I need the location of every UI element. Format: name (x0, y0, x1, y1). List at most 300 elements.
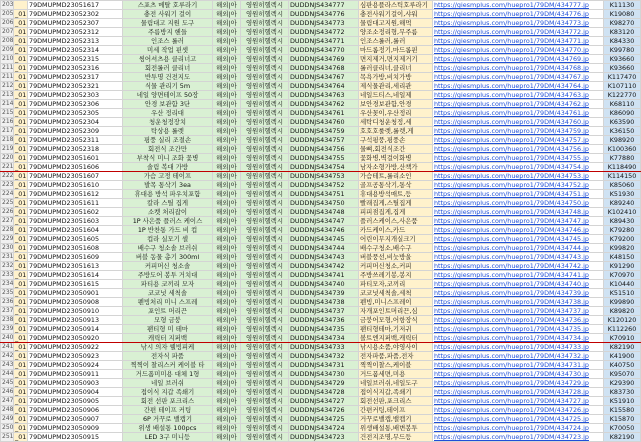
image-url-link[interactable]: https://giesmplus.com/huepro1/79DM/434754.jp (433, 163, 604, 172)
product-name-cell[interactable]: 위생 배설통 100pcs (123, 424, 213, 433)
seller-cell[interactable]: 영원히헬렉시 (241, 253, 289, 262)
prefix-cell[interactable]: _01 (15, 10, 27, 18)
product-code-cell[interactable]: 79DMUPMD23050915 (28, 433, 123, 442)
row-number[interactable]: 241 (2, 343, 14, 350)
table-row[interactable] (1, 343, 641, 352)
table-row[interactable] (1, 46, 641, 55)
prefix-cell[interactable]: _01 (15, 37, 27, 45)
product-name-cell[interactable]: 버블 동물 총기 300ml (123, 253, 213, 262)
keyword-cell[interactable]: 어린이무지개실크기 (359, 235, 433, 244)
price-cell[interactable]: K83730 (604, 388, 641, 397)
row-number[interactable]: 222 (2, 172, 14, 179)
seller-cell[interactable]: 영원히헬렉시 (241, 118, 289, 127)
prefix-cell[interactable]: _01 (15, 280, 27, 288)
image-url-link[interactable]: https://giesmplus.com/huepro1/79DM/434734.jp (433, 334, 604, 343)
price-cell[interactable]: K117470 (604, 73, 641, 82)
image-url-link[interactable]: https://giesmplus.com/huepro1/79DM/434740.jp (433, 280, 604, 289)
seller-cell[interactable]: 영원히헬렉시 (241, 424, 289, 433)
product-code-cell[interactable]: 79DMUPMD23050914 (28, 325, 123, 334)
product-code-cell[interactable]: 79DMUPMD23052307 (28, 19, 123, 28)
product-name-cell[interactable]: 낚시 의자 웰빙피케 (123, 343, 213, 352)
image-url-link[interactable]: https://giesmplus.com/huepro1/79DM/434735.jp (433, 325, 604, 334)
table-row[interactable] (1, 325, 641, 334)
keyword-cell[interactable]: 파티모자,코끼리 (359, 280, 433, 289)
origin-cell[interactable]: 해외|아 (213, 190, 241, 199)
keyword-cell[interactable]: 인조스롤러,롤러 (359, 37, 433, 46)
price-cell[interactable]: K70050 (604, 424, 641, 433)
row-number[interactable]: 212 (2, 82, 14, 89)
prefix-cell[interactable]: _01 (15, 109, 27, 117)
table-row[interactable] (1, 91, 641, 100)
keyword-cell[interactable]: 보안경보관함,안경 (359, 100, 433, 109)
seller-cell[interactable]: 영원히헬렉시 (241, 55, 289, 64)
prefix-cell[interactable]: _01 (15, 73, 27, 81)
origin-cell[interactable]: 해외|아 (213, 253, 241, 262)
price-cell[interactable]: K41900 (604, 352, 641, 361)
prefix-cell[interactable]: _01 (15, 118, 27, 126)
row-number[interactable]: 243 (2, 361, 14, 368)
row-number[interactable]: 229 (2, 235, 14, 242)
sku-cell[interactable]: DUDDNJS434755 (289, 154, 359, 163)
prefix-cell[interactable]: _01 (15, 361, 27, 369)
product-name-cell[interactable]: 배수구 청소솔 브러쉬 (123, 244, 213, 253)
table-row[interactable] (1, 55, 641, 64)
image-url-link[interactable]: https://giesmplus.com/huepro1/79DM/434742.jp (433, 262, 604, 271)
row-number[interactable]: 206 (2, 19, 14, 26)
sku-cell[interactable]: DUDDNJS434730 (289, 370, 359, 379)
price-cell[interactable]: K98270 (604, 19, 641, 28)
origin-cell[interactable]: 해외|아 (213, 397, 241, 406)
product-name-cell[interactable]: 컵라 실모기 셀 (123, 235, 213, 244)
image-url-link[interactable]: https://giesmplus.com/huepro1/79DM/434725.jp (433, 415, 604, 424)
row-number[interactable]: 225 (2, 199, 14, 206)
product-code-cell[interactable]: 79DMUPMD23052304 (28, 118, 123, 127)
sku-cell[interactable]: DUDDNJS434742 (289, 262, 359, 271)
keyword-cell[interactable]: 양조소정리형,무주름 (359, 28, 433, 37)
product-code-cell[interactable]: 79DMUPMD23052316 (28, 64, 123, 73)
sku-cell[interactable]: DUDDNJS434756 (289, 145, 359, 154)
origin-cell[interactable]: 해외|아 (213, 217, 241, 226)
origin-cell[interactable]: 해외|아 (213, 55, 241, 64)
product-name-cell[interactable]: 접이식 지갑 족쇄기 (123, 388, 213, 397)
product-name-cell[interactable]: LED 3구 미니등 (123, 433, 213, 442)
product-code-cell[interactable]: 79DMUPMD23051613 (28, 262, 123, 271)
image-url-link[interactable]: https://giesmplus.com/huepro1/79DM/434726.jp (433, 406, 604, 415)
keyword-cell[interactable]: 볼트엔지퍼백,캐릭터 (359, 334, 433, 343)
sku-cell[interactable]: DUDDNJS434751 (289, 190, 359, 199)
product-code-cell[interactable]: 79DMUPMD23052303 (28, 91, 123, 100)
row-number[interactable]: 245 (2, 379, 14, 386)
origin-cell[interactable]: 해외|아 (213, 370, 241, 379)
image-url-link[interactable]: https://giesmplus.com/huepro1/79DM/434732.jp (433, 352, 604, 361)
origin-cell[interactable]: 해외|아 (213, 37, 241, 46)
table-row[interactable] (1, 253, 641, 262)
seller-cell[interactable]: 영원히헬렉시 (241, 181, 289, 190)
image-url-link[interactable]: https://giesmplus.com/huepro1/79DM/434757.jp (433, 136, 604, 145)
seller-cell[interactable]: 영원히헬렉시 (241, 73, 289, 82)
prefix-cell[interactable]: _01 (15, 397, 27, 405)
price-cell[interactable]: K91290 (604, 262, 641, 271)
seller-cell[interactable]: 영원히헬렉시 (241, 262, 289, 271)
seller-cell[interactable]: 영원히헬렉시 (241, 154, 289, 163)
prefix-cell[interactable]: _01 (15, 235, 27, 243)
table-row[interactable] (1, 388, 641, 397)
price-cell[interactable]: K102410 (604, 208, 641, 217)
product-code-cell[interactable]: 79DMUPMD23050911 (28, 370, 123, 379)
sku-cell[interactable]: DUDDNJS434748 (289, 208, 359, 217)
product-name-cell[interactable]: 1P 사은품 플러스 케이스 (123, 217, 213, 226)
price-cell[interactable]: K15870 (604, 415, 641, 424)
prefix-cell[interactable]: _01 (15, 64, 27, 72)
keyword-cell[interactable]: 네일드티스,네일제 (359, 91, 433, 100)
table-row[interactable] (1, 244, 641, 253)
sku-cell[interactable]: DUDDNJS434764 (289, 82, 359, 91)
seller-cell[interactable]: 영원히헬렉시 (241, 127, 289, 136)
product-code-cell[interactable]: 79DMUPMD23050923 (28, 352, 123, 361)
seller-cell[interactable]: 영원히헬렉시 (241, 352, 289, 361)
keyword-cell[interactable]: 남자소형가방,산책가 (359, 163, 433, 172)
row-number[interactable]: 228 (2, 226, 14, 233)
product-name-cell[interactable]: 휴대용 방석 파우치포함 (123, 190, 213, 199)
product-name-cell[interactable]: 가슴 고정 테이프 (123, 172, 213, 181)
row-number[interactable]: 211 (2, 73, 14, 80)
table-row[interactable] (1, 433, 641, 442)
price-cell[interactable]: K40750 (604, 361, 641, 370)
product-code-cell[interactable]: 79DMUPMD23050913 (28, 316, 123, 325)
row-number[interactable]: 227 (2, 217, 14, 224)
image-url-link[interactable]: https://giesmplus.com/huepro1/79DM/434753.jp (433, 172, 604, 181)
product-name-cell[interactable]: 캐릭터 지퍼백 (123, 334, 213, 343)
sku-cell[interactable]: DUDDNJS434725 (289, 415, 359, 424)
keyword-cell[interactable]: 네일브러쉬,네일도구 (359, 379, 433, 388)
product-code-cell[interactable]: 79DMUPMD23051603 (28, 217, 123, 226)
image-url-link[interactable]: https://giesmplus.com/huepro1/79DM/434776.jp (433, 10, 604, 19)
origin-cell[interactable]: 해외|아 (213, 235, 241, 244)
price-cell[interactable]: K85060 (604, 181, 641, 190)
table-row[interactable] (1, 298, 641, 307)
sku-cell[interactable]: DUDDNJS434744 (289, 244, 359, 253)
image-url-link[interactable]: https://giesmplus.com/huepro1/79DM/434752.jp (433, 181, 604, 190)
table-row[interactable] (1, 163, 641, 172)
table-row[interactable] (1, 64, 641, 73)
row-number[interactable]: 248 (2, 406, 14, 413)
keyword-cell[interactable]: 구석핑풍,핑풍손 (359, 136, 433, 145)
price-cell[interactable]: K99890 (604, 298, 641, 307)
product-code-cell[interactable]: 79DMUPMD23050924 (28, 361, 123, 370)
image-url-link[interactable]: https://giesmplus.com/huepro1/79DM/434761.jp (433, 109, 604, 118)
seller-cell[interactable]: 영원히헬렉시 (241, 19, 289, 28)
price-cell[interactable]: K11130 (604, 1, 641, 10)
seller-cell[interactable]: 영원히헬렉시 (241, 343, 289, 352)
image-url-link[interactable]: https://giesmplus.com/huepro1/79DM/434768.jp (433, 64, 604, 73)
seller-cell[interactable]: 영원히헬렉시 (241, 100, 289, 109)
row-number[interactable]: 216 (2, 118, 14, 125)
image-url-link[interactable]: https://giesmplus.com/huepro1/79DM/434746.jp (433, 226, 604, 235)
seller-cell[interactable]: 영원히헬렉시 (241, 289, 289, 298)
price-cell[interactable]: K70910 (604, 334, 641, 343)
seller-cell[interactable]: 영원히헬렉시 (241, 280, 289, 289)
image-url-link[interactable]: https://giesmplus.com/huepro1/79DM/434773.jp (433, 19, 604, 28)
sku-cell[interactable]: DUDDNJS434740 (289, 280, 359, 289)
seller-cell[interactable]: 영원히헬렉시 (241, 82, 289, 91)
row-number[interactable]: 238 (2, 316, 14, 323)
origin-cell[interactable]: 해외|아 (213, 307, 241, 316)
product-code-cell[interactable]: 79DMUPMD23050903 (28, 379, 123, 388)
sku-cell[interactable]: DUDDNJS434754 (289, 163, 359, 172)
sku-cell[interactable]: DUDDNJS434746 (289, 226, 359, 235)
table-row[interactable] (1, 10, 641, 19)
price-cell[interactable]: K122770 (604, 91, 641, 100)
keyword-cell[interactable]: 피피점집게,집게 (359, 208, 433, 217)
sku-cell[interactable]: DUDDNJS434747 (289, 217, 359, 226)
seller-cell[interactable]: 영원히헬렉시 (241, 217, 289, 226)
product-name-cell[interactable]: 소켓 처리잡이 (123, 208, 213, 217)
sku-cell[interactable]: DUDDNJS434728 (289, 388, 359, 397)
seller-cell[interactable]: 영원히헬렉시 (241, 379, 289, 388)
row-number[interactable]: 220 (2, 154, 14, 161)
image-url-link[interactable]: https://giesmplus.com/huepro1/79DM/434751.jp (433, 190, 604, 199)
keyword-cell[interactable]: 배수구청소,배수구 (359, 244, 433, 253)
table-row[interactable] (1, 280, 641, 289)
prefix-cell[interactable]: _01 (15, 19, 27, 27)
origin-cell[interactable]: 해외|아 (213, 406, 241, 415)
origin-cell[interactable]: 해외|아 (213, 334, 241, 343)
keyword-cell[interactable]: 면지제거,면지제거기 (359, 55, 433, 64)
product-name-cell[interactable]: 네일 양면테이프 50장 (123, 91, 213, 100)
seller-cell[interactable]: 영원히헬렉시 (241, 10, 289, 19)
keyword-cell[interactable]: 금붕어모형,어항장식 (359, 316, 433, 325)
product-code-cell[interactable]: 79DMUPMD23052312 (28, 28, 123, 37)
keyword-cell[interactable]: 카드케이스,카드 (359, 226, 433, 235)
prefix-cell[interactable]: _01 (15, 307, 27, 315)
image-url-link[interactable]: https://giesmplus.com/huepro1/79DM/434739.jp (433, 289, 604, 298)
origin-cell[interactable]: 해외|아 (213, 316, 241, 325)
product-code-cell[interactable]: 79DMUPMD23051609 (28, 253, 123, 262)
product-code-cell[interactable]: 79DMUPMD23052306 (28, 100, 123, 109)
table-row[interactable] (1, 226, 641, 235)
image-url-link[interactable]: https://giesmplus.com/huepro1/79DM/434736.jp (433, 316, 604, 325)
product-code-cell[interactable]: 79DMUPMD23051614 (28, 271, 123, 280)
sku-cell[interactable]: DUDDNJS434752 (289, 181, 359, 190)
product-name-cell[interactable]: 부착식 미니 조화 꽃병 (123, 154, 213, 163)
seller-cell[interactable]: 영원히헬렉시 (241, 109, 289, 118)
sku-cell[interactable]: DUDDNJS434736 (289, 316, 359, 325)
sku-cell[interactable]: DUDDNJS434773 (289, 19, 359, 28)
product-code-cell[interactable]: 79DMUPMD23051602 (28, 208, 123, 217)
product-name-cell[interactable]: 스포츠 메탈 호루라기 (123, 1, 213, 10)
image-url-link[interactable]: https://giesmplus.com/huepro1/79DM/434777.jp (433, 1, 604, 10)
origin-cell[interactable]: 해외|아 (213, 289, 241, 298)
product-name-cell[interactable]: 청운청정장치 (123, 118, 213, 127)
product-code-cell[interactable]: 79DMUPMD23051604 (28, 226, 123, 235)
price-cell[interactable]: K84330 (604, 37, 641, 46)
sku-cell[interactable]: DUDDNJS434732 (289, 352, 359, 361)
prefix-cell[interactable]: _01 (15, 253, 27, 261)
sku-cell[interactable]: DUDDNJS434738 (289, 298, 359, 307)
prefix-cell[interactable]: _01 (15, 82, 27, 90)
keyword-cell[interactable]: 휴대용방석매트,등 (359, 190, 433, 199)
product-code-cell[interactable]: 79DMUPMD23050907 (28, 415, 123, 424)
product-code-cell[interactable]: 79DMUPMD23050922 (28, 343, 123, 352)
seller-cell[interactable]: 영원히헬렉시 (241, 208, 289, 217)
keyword-cell[interactable]: 위생배설통,배변봉투 (359, 424, 433, 433)
seller-cell[interactable]: 영원히헬렉시 (241, 145, 289, 154)
price-cell[interactable]: K112260 (604, 325, 641, 334)
sku-cell[interactable]: DUDDNJS434757 (289, 136, 359, 145)
row-number[interactable]: 205 (2, 10, 14, 17)
origin-cell[interactable]: 해외|아 (213, 199, 241, 208)
seller-cell[interactable]: 영원히헬렉시 (241, 136, 289, 145)
product-code-cell[interactable]: 79DMUPMD23051615 (28, 280, 123, 289)
product-name-cell[interactable]: 회전식 조간만 (123, 145, 213, 154)
image-url-link[interactable]: https://giesmplus.com/huepro1/79DM/434770.jp (433, 46, 604, 55)
product-code-cell[interactable]: 79DMUPMD23050906 (28, 406, 123, 415)
prefix-cell[interactable]: _01 (15, 370, 27, 378)
seller-cell[interactable]: 영원히헬렉시 (241, 37, 289, 46)
seller-cell[interactable]: 영원히헬렉시 (241, 433, 289, 442)
price-cell[interactable]: K118490 (604, 163, 641, 172)
product-name-cell[interactable]: 6P 거꾸로 밸캡기 (123, 415, 213, 424)
price-cell[interactable]: K93660 (604, 64, 641, 73)
product-name-cell[interactable]: 펜빙처리 미니 스프레 (123, 298, 213, 307)
table-row[interactable] (1, 235, 641, 244)
price-cell[interactable]: K36150 (604, 127, 641, 136)
sku-cell[interactable]: DUDDNJS434770 (289, 46, 359, 55)
seller-cell[interactable]: 영원히헬렉시 (241, 406, 289, 415)
row-number[interactable]: 207 (2, 28, 14, 35)
table-row[interactable] (1, 181, 641, 190)
keyword-cell[interactable]: 건전지조명,무드등 (359, 433, 433, 442)
product-code-cell[interactable]: 79DMUPMD23051605 (28, 235, 123, 244)
row-number[interactable]: 217 (2, 127, 14, 134)
seller-cell[interactable]: 영원히헬렉시 (241, 415, 289, 424)
keyword-cell[interactable]: 호호호룰렛,롤렛,게 (359, 127, 433, 136)
prefix-cell[interactable]: _01 (15, 163, 27, 171)
product-name-cell[interactable]: 커피머신 청소솔 (123, 262, 213, 271)
origin-cell[interactable]: 해외|아 (213, 361, 241, 370)
product-code-cell[interactable]: 79DMUPMD23052321 (28, 82, 123, 91)
origin-cell[interactable]: 해외|아 (213, 154, 241, 163)
row-number[interactable]: 239 (2, 325, 14, 332)
product-code-cell[interactable]: 79DMUPMD23051608 (28, 244, 123, 253)
product-name-cell[interactable]: 찍찍이 찰리스커 케이블 타 (123, 361, 213, 370)
keyword-cell[interactable]: 목욕가방,비치가방 (359, 73, 433, 82)
product-code-cell[interactable]: 79DMUPMD23050901 (28, 289, 123, 298)
product-code-cell[interactable]: 79DMUPMD23050920 (28, 334, 123, 343)
image-url-link[interactable]: https://giesmplus.com/huepro1/79DM/434729.jp (433, 379, 604, 388)
product-name-cell[interactable]: 거드폼미미용 대체 1형 (123, 370, 213, 379)
price-cell[interactable]: K77880 (604, 154, 641, 163)
row-number[interactable]: 240 (2, 334, 14, 341)
price-cell[interactable]: K120120 (604, 316, 641, 325)
sku-cell[interactable]: DUDDNJS434750 (289, 199, 359, 208)
seller-cell[interactable]: 영원히헬렉시 (241, 163, 289, 172)
keyword-cell[interactable]: 주방쓰레기봉,봉지 (359, 271, 433, 280)
product-name-cell[interactable]: 네일 브러쉬 (123, 379, 213, 388)
image-url-link[interactable]: https://giesmplus.com/huepro1/79DM/434760.jp (433, 118, 604, 127)
product-code-cell[interactable]: 79DMUPMD23050909 (28, 424, 123, 433)
image-url-link[interactable]: https://giesmplus.com/huepro1/79DM/434763.jp (433, 91, 604, 100)
row-number[interactable]: 219 (2, 145, 14, 152)
table-row[interactable] (1, 109, 641, 118)
price-cell[interactable]: K107110 (604, 82, 641, 91)
table-row[interactable] (1, 316, 641, 325)
prefix-cell[interactable]: _01 (15, 316, 27, 324)
seller-cell[interactable]: 영원히헬렉시 (241, 226, 289, 235)
row-number[interactable]: 223 (2, 181, 14, 188)
origin-cell[interactable]: 해외|아 (213, 298, 241, 307)
image-url-link[interactable]: https://giesmplus.com/huepro1/79DM/434762.jp (433, 100, 604, 109)
product-code-cell[interactable]: 79DMUPMD23052314 (28, 46, 123, 55)
prefix-cell[interactable]: _01 (15, 343, 27, 351)
table-row[interactable] (1, 406, 641, 415)
keyword-cell[interactable]: 마드롬정기,마드롬핀 (359, 46, 433, 55)
origin-cell[interactable]: 해외|아 (213, 109, 241, 118)
image-url-link[interactable]: https://giesmplus.com/huepro1/79DM/434730.jp (433, 370, 604, 379)
product-name-cell[interactable]: 미세 작업 핀셋 (123, 46, 213, 55)
seller-cell[interactable]: 영원히헬렉시 (241, 1, 289, 10)
prefix-cell[interactable]: _01 (15, 298, 27, 306)
row-number[interactable]: 247 (2, 397, 14, 404)
product-code-cell[interactable]: 79DMUPMD23051601 (28, 154, 123, 163)
product-code-cell[interactable]: 79DMUPMD23052318 (28, 145, 123, 154)
sku-cell[interactable]: DUDDNJS434771 (289, 37, 359, 46)
prefix-cell[interactable]: _01 (15, 181, 27, 189)
product-name-cell[interactable]: 주방도어 봉투 거치대 (123, 271, 213, 280)
price-cell[interactable]: K63590 (604, 118, 641, 127)
row-number[interactable]: 215 (2, 109, 14, 116)
prefix-cell[interactable] (14, 1, 28, 10)
sku-cell[interactable]: DUDDNJS434776 (289, 10, 359, 19)
prefix-cell[interactable]: _01 (15, 91, 27, 99)
table-row[interactable] (1, 424, 641, 433)
row-number[interactable]: 214 (2, 100, 14, 107)
origin-cell[interactable]: 해외|아 (213, 244, 241, 253)
keyword-cell[interactable]: 찍찍이찰스,케이블 (359, 361, 433, 370)
sku-cell[interactable]: DUDDNJS434762 (289, 100, 359, 109)
keyword-cell[interactable]: 간편커팅,테이프 (359, 406, 433, 415)
seller-cell[interactable]: 영원히헬렉시 (241, 190, 289, 199)
prefix-cell[interactable]: _01 (15, 325, 27, 333)
table-row[interactable] (1, 289, 641, 298)
product-code-cell[interactable]: 79DMUPMD23050905 (28, 397, 123, 406)
product-code-cell[interactable]: 79DMUPMD23052305 (28, 109, 123, 118)
origin-cell[interactable]: 해외|아 (213, 1, 241, 10)
sku-cell[interactable]: DUDDNJS434753 (289, 172, 359, 181)
table-row[interactable] (1, 100, 641, 109)
prefix-cell[interactable]: _01 (15, 199, 27, 207)
product-name-cell[interactable]: 발목 통삭기 3ea (123, 181, 213, 190)
origin-cell[interactable]: 해외|아 (213, 280, 241, 289)
origin-cell[interactable]: 해외|아 (213, 145, 241, 154)
prefix-cell[interactable]: _01 (15, 262, 27, 270)
image-url-link[interactable]: https://giesmplus.com/huepro1/79DM/434727.jp (433, 397, 604, 406)
price-cell[interactable]: K93660 (604, 55, 641, 64)
origin-cell[interactable]: 해외|아 (213, 10, 241, 19)
row-number[interactable]: 236 (2, 298, 14, 305)
row-number[interactable]: 235 (2, 289, 14, 296)
prefix-cell[interactable]: _01 (15, 271, 27, 279)
row-number[interactable]: 224 (2, 190, 14, 197)
image-url-link[interactable]: https://giesmplus.com/huepro1/79DM/434767.jp (433, 73, 604, 82)
sku-cell[interactable]: DUDDNJS434727 (289, 397, 359, 406)
product-name-cell[interactable]: 파티용 코끼리 모자 (123, 280, 213, 289)
price-cell[interactable]: K98920 (604, 136, 641, 145)
table-row[interactable] (1, 73, 641, 82)
table-row[interactable] (1, 217, 641, 226)
seller-cell[interactable]: 영원히헬렉시 (241, 28, 289, 37)
price-cell[interactable]: K79200 (604, 235, 641, 244)
